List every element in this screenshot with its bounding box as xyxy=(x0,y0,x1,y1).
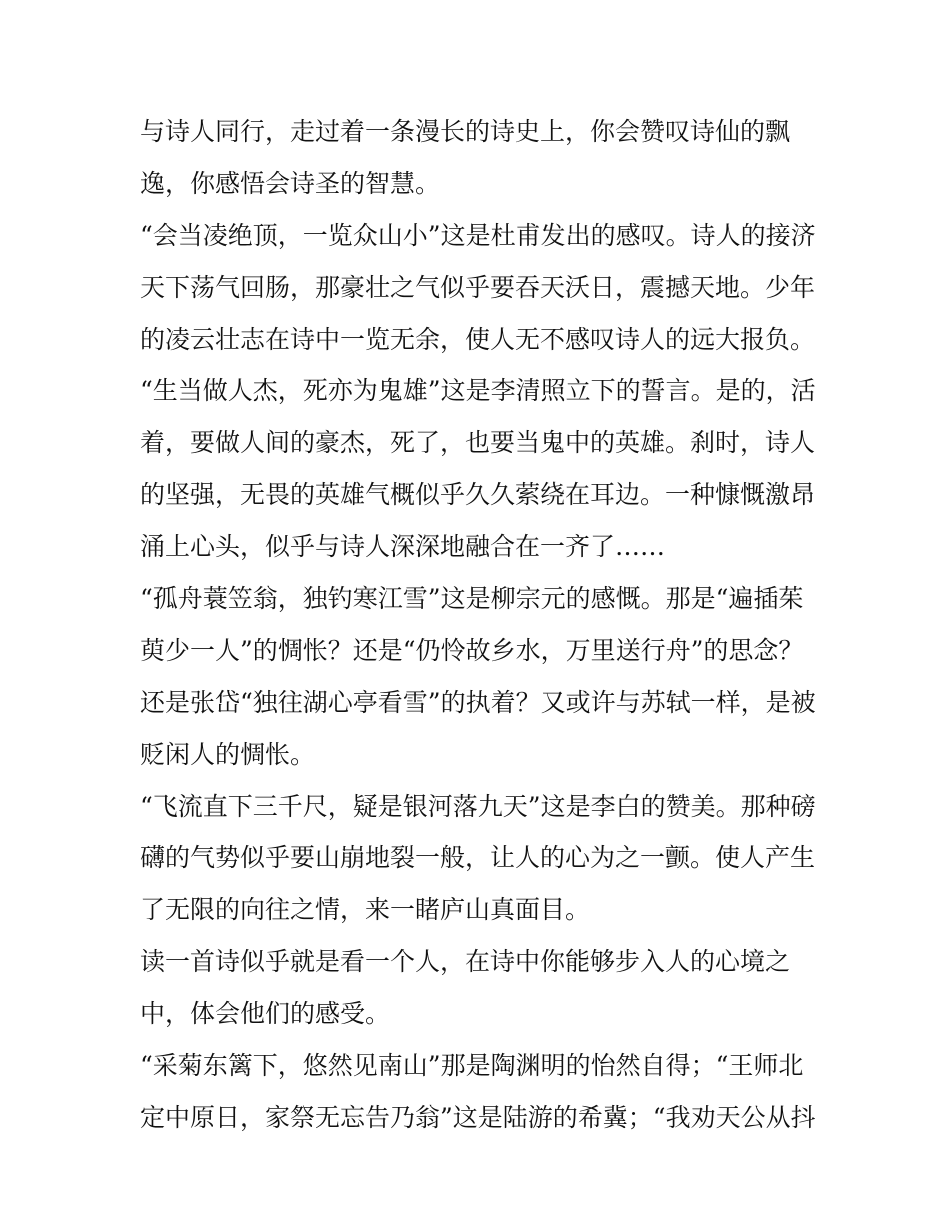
text-line: 礴的气势似乎要山崩地裂一般，让人的心为之一颤。使人产生 xyxy=(140,843,816,873)
text-line: “飞流直下三千尺，疑是银河落九天”这是李白的赞美。那种磅 xyxy=(140,791,816,821)
text-line: 贬闲人的惆怅。 xyxy=(140,739,316,769)
text-line: 的坚强，无畏的英雄气概似乎久久萦绕在耳边。一种慷慨激昂 xyxy=(140,480,816,510)
text-line: 着，要做人间的豪杰，死了，也要当鬼中的英雄。刹时，诗人 xyxy=(140,428,816,458)
text-line: 天下荡气回肠，那豪壮之气似乎要吞天沃日，震撼天地。少年 xyxy=(140,272,816,302)
essay-text xyxy=(140,106,820,1144)
text-line: 了无限的向往之情，来一睹庐山真面目。 xyxy=(140,895,591,925)
text-line: 定中原日，家祭无忘告乃翁”这是陆游的希冀；“我劝天公从抖 xyxy=(140,1102,816,1132)
text-line: 还是张岱“独往湖心亭看雪”的执着？又或许与苏轼一样，是被 xyxy=(140,687,816,717)
text-line: 读一首诗似乎就是看一个人，在诗中你能够步入人的心境之 xyxy=(140,947,791,977)
text-line: 逸，你感悟会诗圣的智慧。 xyxy=(140,168,441,198)
text-line: 萸少一人”的惆怅？还是“仍怜故乡水，万里送行舟”的思念？ xyxy=(140,635,804,665)
text-line: 中，体会他们的感受。 xyxy=(140,999,391,1029)
text-line: “会当凌绝顶，一览众山小”这是杜甫发出的感叹。诗人的接济 xyxy=(140,220,816,250)
text-line: “生当做人杰，死亦为鬼雄”这是李清照立下的誓言。是的，活 xyxy=(140,376,816,406)
text-line: “孤舟蓑笠翁，独钓寒江雪”这是柳宗元的感慨。那是“遍插茱 xyxy=(140,584,804,614)
text-line: 涌上心头，似乎与诗人深深地融合在一齐了…… xyxy=(140,532,666,562)
text-line: 的凌云壮志在诗中一览无余，使人无不感叹诗人的远大报负。 xyxy=(140,324,816,354)
text-line: 与诗人同行，走过着一条漫长的诗史上，你会赞叹诗仙的飘 xyxy=(140,117,791,146)
text-line: “采菊东篱下，悠然见南山”那是陶渊明的怡然自得；“王师北 xyxy=(140,1051,804,1081)
